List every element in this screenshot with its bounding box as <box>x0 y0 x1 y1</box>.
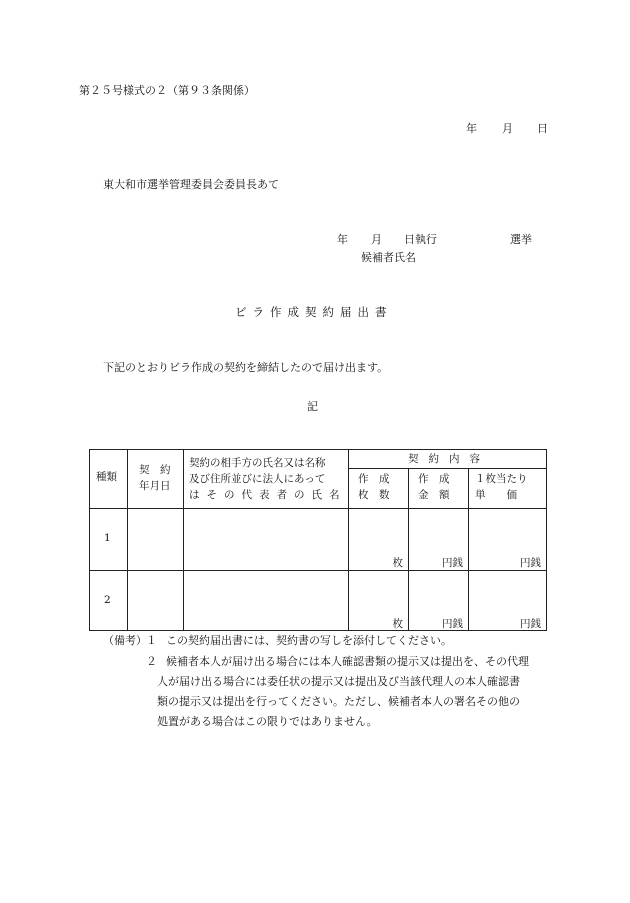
note-2-number: ２ <box>146 655 157 668</box>
header-sheets-line1: 作 成 <box>358 473 390 485</box>
date-year-label: 年 <box>466 122 477 135</box>
header-sheets-line2: 枚 数 <box>358 489 390 501</box>
note-1-text: この契約届出書には、契約書の写しを添付してください。 <box>166 634 452 647</box>
row-type: 1 <box>104 532 111 544</box>
row-unit-price-unit: 円銭 <box>520 618 541 630</box>
header-contract-contents: 契約内容 <box>408 453 490 465</box>
header-type: 種類 <box>96 471 117 483</box>
note-1-number: １ <box>146 634 157 647</box>
header-amount-line1: 作 成 <box>418 473 450 485</box>
notes-label: （備考） <box>103 634 147 647</box>
header-counterparty-line1: 契約の相手方の氏名又は名称 <box>189 457 326 469</box>
header-counterparty-line3: はその代表者の氏名 <box>189 489 347 501</box>
note-2-line2: 人が届け出る場合には委任状の提示又は提出及び当該代理人の本人確認書 <box>157 675 520 688</box>
row-type: 2 <box>104 594 111 606</box>
form-number: 第２５号様式の２（第９３条関係） <box>79 84 255 97</box>
header-amount-line2: 金 額 <box>418 489 450 501</box>
ki-label: 記 <box>307 400 318 413</box>
header-contract-date-line2: 年月日 <box>139 480 171 492</box>
row-amount-unit: 円銭 <box>442 557 463 569</box>
addressee: 東大和市選挙管理委員会委員長あて <box>103 178 279 191</box>
header-contract-date-line1: 契 約 <box>139 464 171 476</box>
header-counterparty-line2: 及び住所並びに法人にあって <box>189 473 326 485</box>
row-unit-price-unit: 円銭 <box>520 557 541 569</box>
body-text: 下記のとおりビラ作成の契約を締結したので届け出ます。 <box>103 361 389 374</box>
note-2-line1: 候補者本人が届け出る場合には本人確認書類の提示又は提出を、その代理 <box>166 655 529 668</box>
row-sheets-unit: 枚 <box>392 618 403 630</box>
election-label: 選挙 <box>510 233 532 246</box>
row-sheets-unit: 枚 <box>392 557 403 569</box>
election-month-label: 月 <box>371 233 382 246</box>
header-unit-price-line1: １枚当たり <box>475 473 528 485</box>
date-month-label: 月 <box>502 122 513 135</box>
date-day-label: 日 <box>537 122 548 135</box>
election-day-executed-label: 日執行 <box>404 233 437 246</box>
row-amount-unit: 円銭 <box>442 618 463 630</box>
note-2-line3: 類の提示又は提出を行ってください。ただし、候補者本人の署名その他の <box>157 695 520 708</box>
document-title: ビラ作成契約届出書 <box>235 305 393 319</box>
election-year-label: 年 <box>337 233 348 246</box>
header-unit-price-line2: 単 価 <box>475 489 517 501</box>
candidate-name-label: 候補者氏名 <box>361 251 416 264</box>
note-2-line4: 処置がある場合はこの限りではありません。 <box>157 715 378 728</box>
